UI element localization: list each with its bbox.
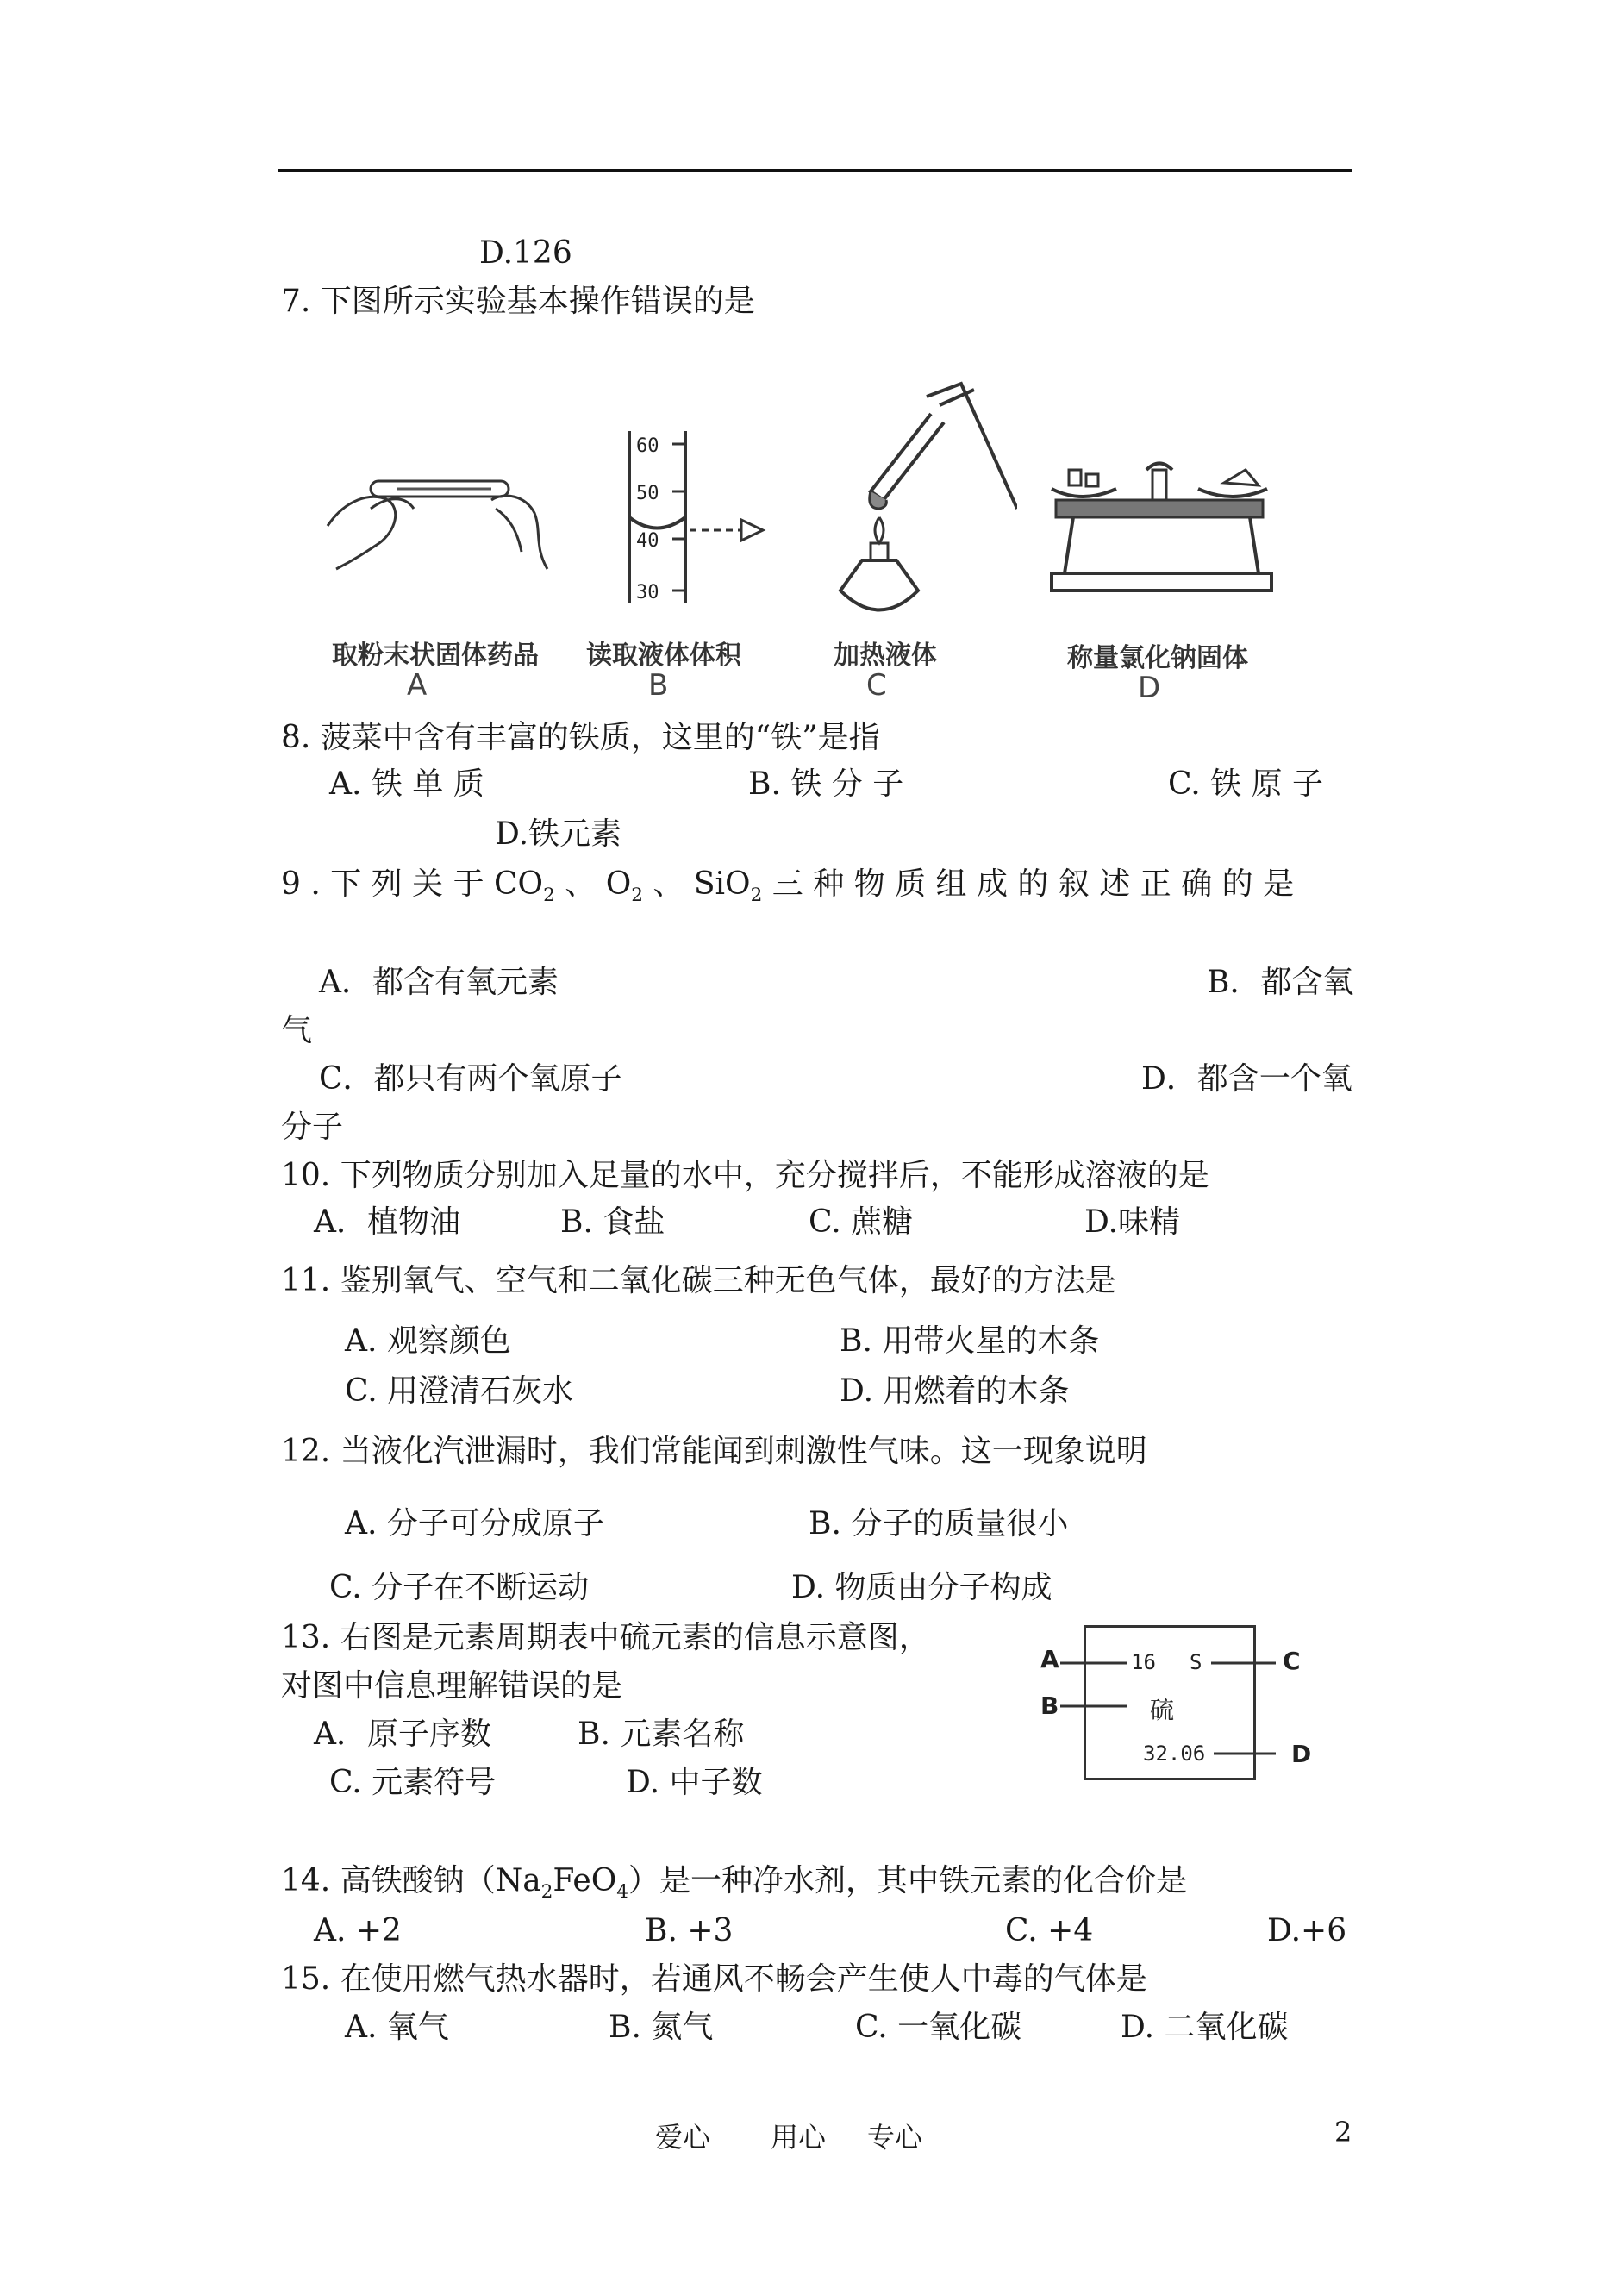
- footer-motto-2: 用心: [771, 2121, 827, 2154]
- q15-option-b: B. 氮气: [609, 2010, 714, 2045]
- q15-option-c: C. 一氧化碳: [855, 2010, 1022, 2045]
- q8-option-d: D.铁元素: [495, 816, 622, 852]
- q12-option-b: B. 分子的质量很小: [809, 1506, 1069, 1541]
- tile-label-c: C: [1283, 1647, 1301, 1675]
- footer-motto-3: 专心: [867, 2121, 923, 2154]
- letter-a: A: [407, 668, 428, 703]
- q10-option-c: C. 蔗糖: [809, 1204, 914, 1240]
- q13-option-c: C. 元素符号: [329, 1765, 497, 1800]
- q9-option-d: D．都含一个氧: [1141, 1061, 1352, 1097]
- q9-option-c: C．都只有两个氧原子: [319, 1061, 622, 1097]
- figure-a-powder-tube: [319, 448, 560, 578]
- tick-30: 30: [636, 582, 659, 603]
- tick-40: 40: [636, 530, 659, 552]
- tile-label-d: D: [1291, 1740, 1312, 1768]
- q9-option-b: B．都含氧: [1207, 965, 1354, 1000]
- tile-label-b: B: [1040, 1692, 1059, 1720]
- q14-option-a: A. +2: [314, 1913, 402, 1948]
- caption-c: 加热液体: [834, 641, 937, 671]
- q11-option-c: C. 用澄清石灰水: [345, 1373, 574, 1409]
- header-rule: [278, 169, 1352, 172]
- q10-option-d: D.味精: [1084, 1204, 1181, 1240]
- q15-option-d: D. 二氧化碳: [1121, 2010, 1289, 2045]
- q13-option-d: D. 中子数: [626, 1765, 763, 1800]
- q12-option-a: A. 分子可分成原子: [345, 1506, 604, 1541]
- tick-60: 60: [636, 435, 659, 457]
- tile-symbol: S: [1190, 1650, 1202, 1674]
- caption-d: 称量氯化钠固体: [1067, 643, 1248, 673]
- q6-option-d: D.126: [479, 235, 572, 271]
- q11-stem: 11. 鉴别氧气、空气和二氧化碳三种无色气体，最好的方法是: [281, 1263, 1116, 1298]
- caption-a: 取粉末状固体药品: [332, 641, 539, 671]
- q14-option-b: B. +3: [645, 1913, 734, 1948]
- tile-atomic-mass: 32.06: [1143, 1742, 1206, 1766]
- q9-option-d-wrap: 分子: [281, 1110, 344, 1145]
- q9-stem: 9 . 下 列 关 于 $CO_2$ 、 $O_2$ 、 SiO$_2$ 三 种 物 质 组 成 的 叙 述 正 确 的 是: [281, 866, 1295, 907]
- page-number: 2: [1334, 2116, 1352, 2148]
- q14-option-d: D.+6: [1267, 1913, 1347, 1948]
- q12-option-c: C. 分子在不断运动: [329, 1570, 590, 1605]
- q13-option-a: A．原子序数: [314, 1717, 491, 1752]
- letter-c: C: [866, 668, 887, 703]
- footer-motto-1: 爱心: [655, 2121, 711, 2154]
- q9-option-b-wrap: 气: [281, 1013, 313, 1048]
- tile-element-name: 硫: [1150, 1696, 1175, 1724]
- q15-option-a: A. 氧气: [345, 2010, 449, 2045]
- tile-atomic-number: 16: [1131, 1650, 1156, 1674]
- letter-d: D: [1138, 671, 1161, 705]
- q15-stem: 15. 在使用燃气热水器时，若通风不畅会产生使人中毒的气体是: [281, 1961, 1147, 1997]
- q13-option-b: B. 元素名称: [578, 1717, 745, 1752]
- q14-stem: 14. 高铁酸钠$(Na_2FeO_4)$是一种净水剂，其中铁元素的化合价是: [281, 1863, 1188, 1904]
- q14-option-c: C. +4: [1005, 1913, 1094, 1948]
- q10-option-a: A．植物油: [314, 1204, 460, 1240]
- q11-option-b: B. 用带火星的木条: [840, 1323, 1100, 1359]
- letter-b: B: [648, 668, 669, 703]
- q9-option-a: A．都含有氧元素: [319, 965, 559, 1000]
- q8-option-c: C. 铁 原 子: [1168, 766, 1324, 802]
- figure-c-heating-liquid: [819, 379, 1017, 621]
- q10-option-b: B. 食盐: [560, 1204, 665, 1240]
- q8-option-a: A. 铁 单 质: [329, 766, 484, 802]
- q8-option-b: B. 铁 分 子: [748, 766, 904, 802]
- q11-option-a: A. 观察颜色: [345, 1323, 511, 1359]
- q10-stem: 10. 下列物质分别加入足量的水中，充分搅拌后，不能形成溶液的是: [281, 1158, 1209, 1193]
- q13-stem-line2: 对图中信息理解错误的是: [281, 1668, 623, 1704]
- figure-d-balance: [1047, 453, 1276, 599]
- q7-stem: 7. 下图所示实验基本操作错误的是: [281, 284, 755, 319]
- q13-stem-line1: 13. 右图是元素周期表中硫元素的信息示意图，: [281, 1620, 930, 1655]
- q11-option-d: D. 用燃着的木条: [840, 1373, 1070, 1409]
- figure-b-graduated-cylinder: [603, 431, 802, 612]
- tile-label-a: A: [1040, 1645, 1059, 1673]
- tick-50: 50: [636, 483, 659, 504]
- caption-b: 读取液体体积: [586, 641, 741, 671]
- q12-option-d: D. 物质由分子构成: [791, 1570, 1052, 1605]
- q8-stem: 8. 菠菜中含有丰富的铁质，这里的“铁”是指: [281, 720, 880, 755]
- q12-stem: 12. 当液化汽泄漏时，我们常能闻到刺激性气味。这一现象说明: [281, 1434, 1147, 1469]
